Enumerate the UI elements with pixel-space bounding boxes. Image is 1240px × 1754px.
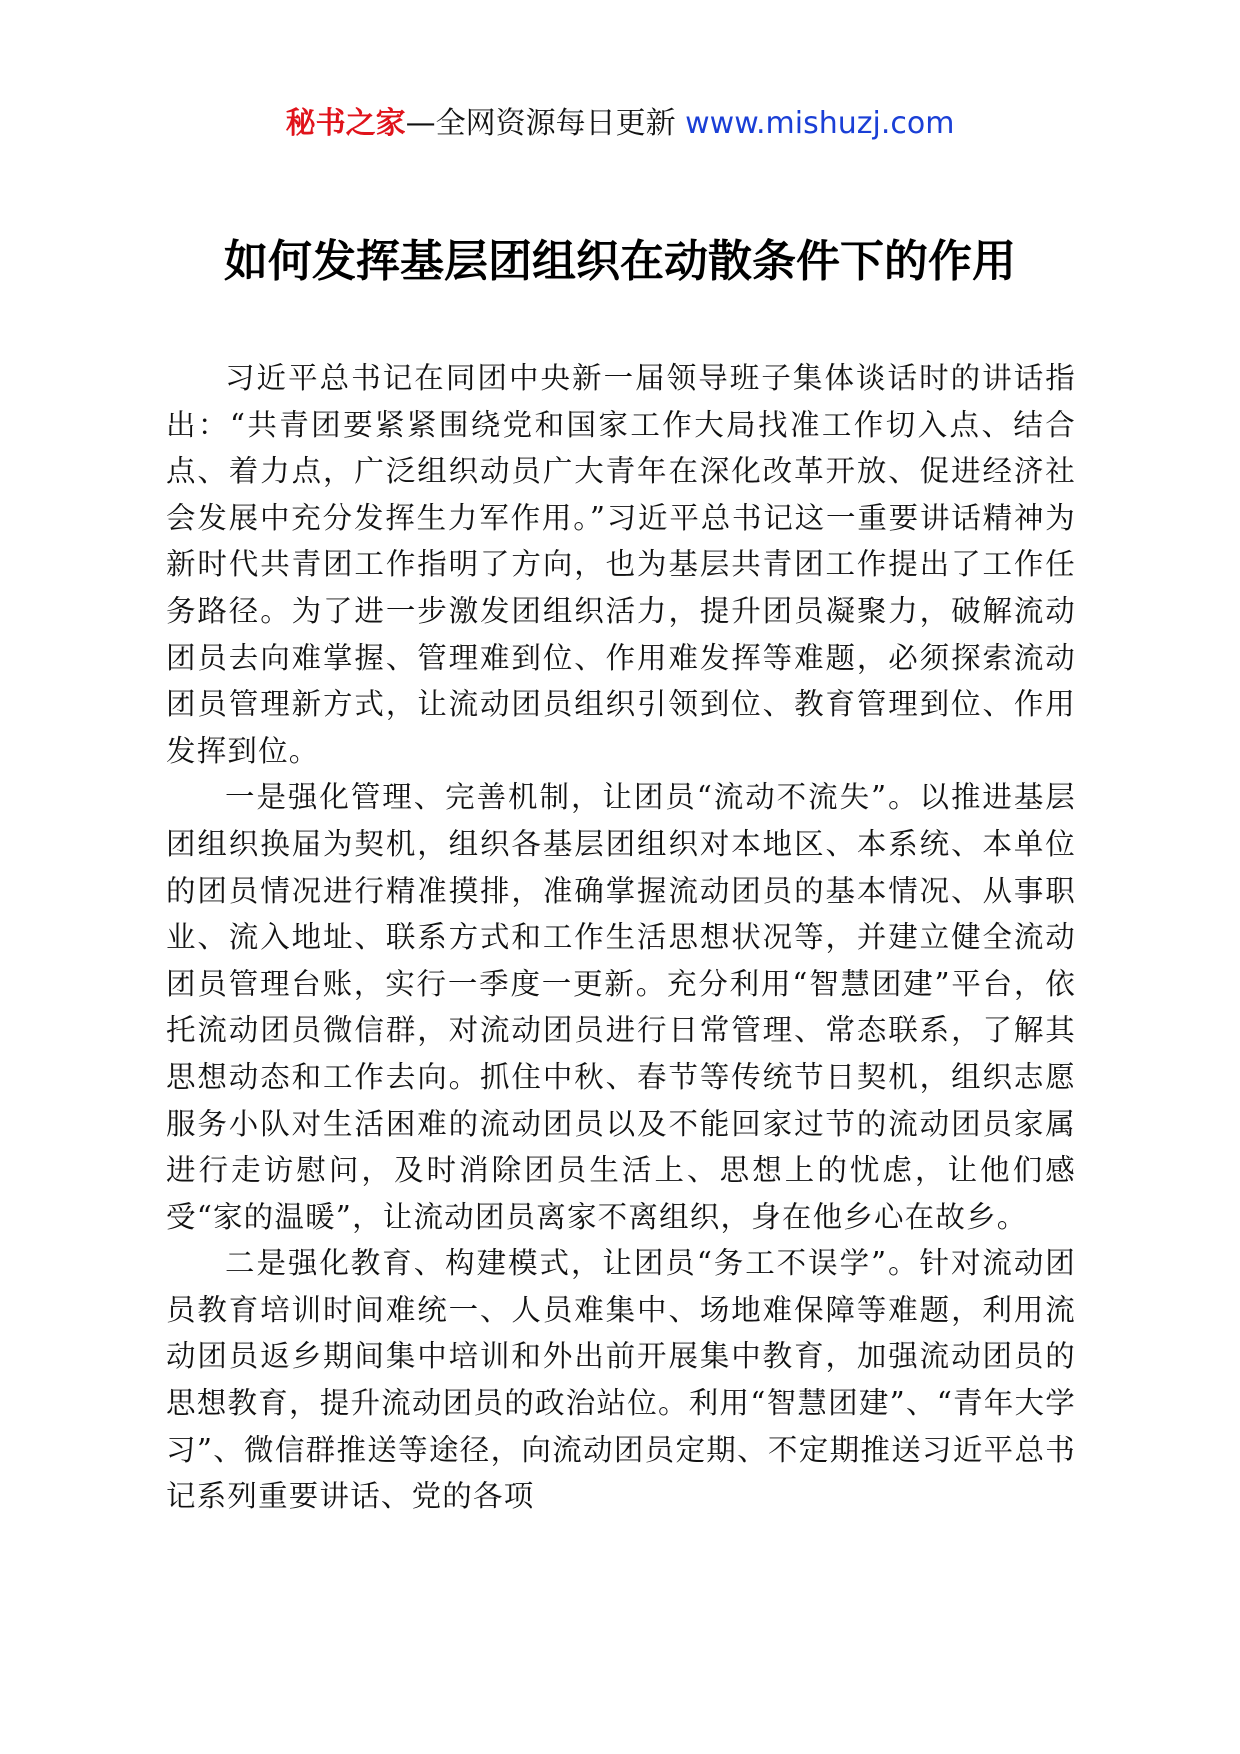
site-header xyxy=(0,104,1240,144)
paragraph-point-one: 一是强化管理、完善机制，让团员“流动不流失”。以推进基层团组织换届为契机，组织各基层团组织对本地区、本系统、本单位的团员情况进行精准摸排，准确掌握流动团员的基本情况、从事职业、流入地址、联系方式和工作生活思想状况等，并建立健全流动团员管理台账，实行一季度一更新。充分利用“智慧团建”平台，依托流动团员微信群，对流动团员进行日常管理、常态联系，了解其思想动态和工作去向。抓住中秋、春节等传统节日契机，组织志愿服务小队对生活困难的流动团员以及不能回家过节的流动团员家属进行走访慰问，及时消除团员生活上、思想上的忧虑，让他们感受“家的温暖”，让流动团员离家不离组织，身在他乡心在故乡。 xyxy=(166,780,1076,1234)
paragraph-point-two: 二是强化教育、构建模式，让团员“务工不误学”。针对流动团员教育培训时间难统一、人员难集中、场地难保障等难题，利用流动团员返乡期间集中培训和外出前开展集中教育，加强流动团员的思想教育，提升流动团员的政治站位。利用“智慧团建”、“青年大学习”、微信群推送等途径，向流动团员定期、不定期推送习近平总书记系列重要讲话、党的各项 xyxy=(166,1246,1076,1514)
site-name: 秘书之家 xyxy=(285,106,406,141)
site-url-link[interactable]: www.mishuzj.com xyxy=(685,106,955,141)
paragraph-intro: 习近平总书记在同团中央新一届领导班子集体谈话时的讲话指出：“共青团要紧紧围绕党和国家工作大局找准工作切入点、结合点、着力点，广泛组织动员广大青年在深化改革开放、促进经济社会发展中充分发挥生力军作用。”习近平总书记这一重要讲话精神为新时代共青团工作指明了方向，也为基层共青团工作提出了工作任务路径。为了进一步激发团组织活力，提升团员凝聚力，破解流动团员去向难掌握、管理难到位、作用难发挥等难题，必须探索流动团员管理新方式，让流动团员组织引领到位、教育管理到位、作用发挥到位。 xyxy=(166,361,1076,768)
site-slogan: —全网资源每日更新 xyxy=(405,106,676,141)
document-body xyxy=(166,355,1076,1520)
document-title: 如何发挥基层团组织在动散条件下的作用 xyxy=(224,236,1016,287)
